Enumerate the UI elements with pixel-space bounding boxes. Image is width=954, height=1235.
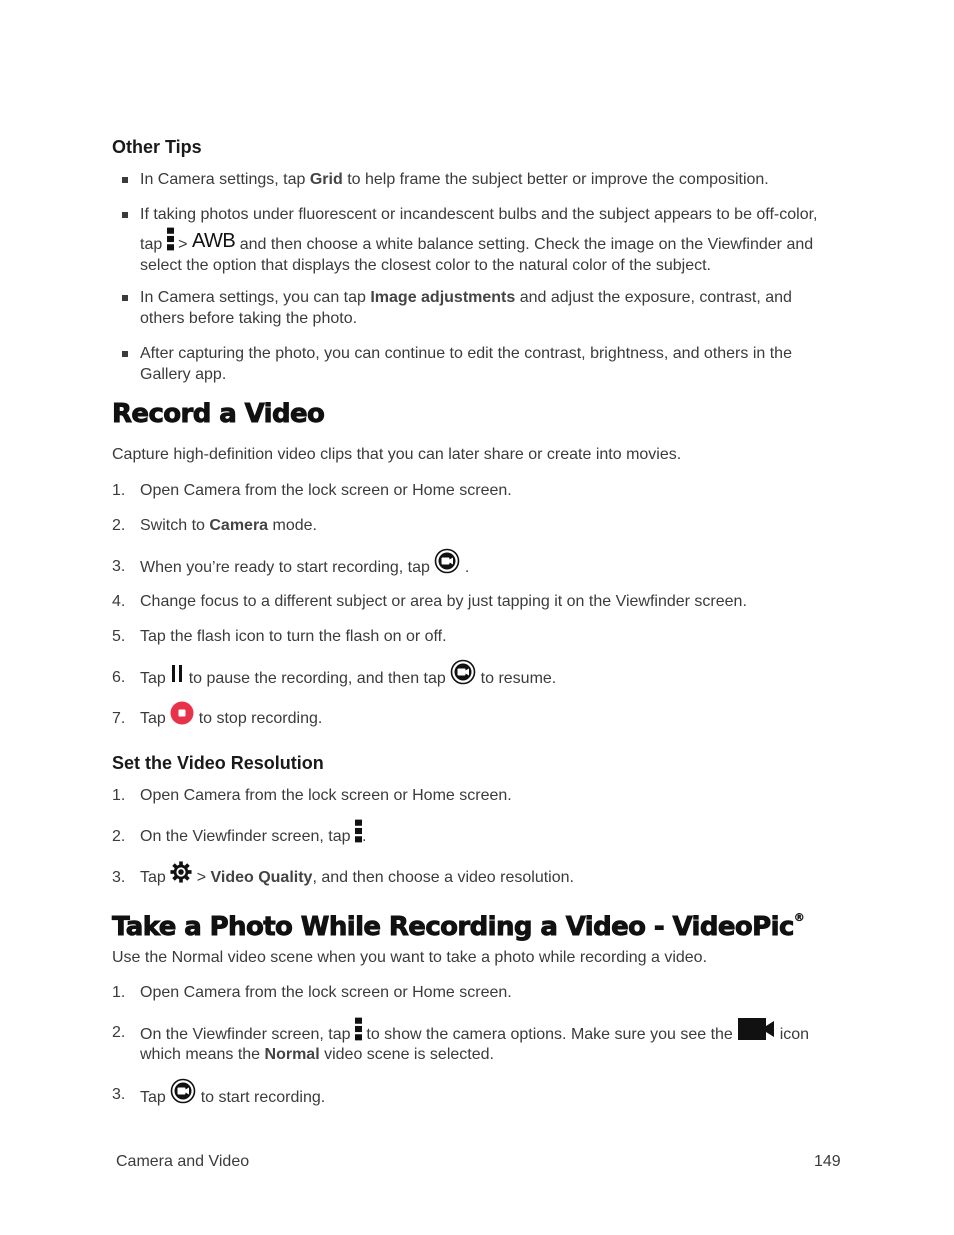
bullet (122, 177, 128, 183)
menu-more-icon (355, 819, 362, 843)
video-resolution-heading: Set the Video Resolution (112, 753, 324, 773)
videopic-intro: Use the Normal video scene when you want to take a photo while recording a video. (112, 949, 708, 966)
record-video-intro: Capture high-definition video clips that you can later share or create into movies. (112, 446, 682, 463)
tip-gallery: After capturing the photo, you can continue to edit the contrast, brightness, and others in the Gallery app. (140, 343, 840, 385)
list-item: 2. On the Viewfinder screen, tap . (140, 826, 840, 847)
list-item: 4. Change focus to a different subject or area by just tapping it on the Viewfinder screen. (112, 593, 747, 610)
tip-grid: In Camera settings, tap Grid to help frame the subject better or improve the composition. (140, 169, 840, 190)
list-item: 2. Switch to Camera mode. (112, 517, 317, 534)
tip-image-adjustments: In Camera settings, you can tap Image adjustments and adjust the exposure, contrast, and others before taking the photo. (140, 287, 840, 329)
videopic-heading: Take a Photo While Recording a Video - VideoPic® (112, 911, 805, 942)
registered-mark: ® (793, 911, 805, 924)
list-item: 1. Open Camera from the lock screen or Home screen. (112, 482, 512, 499)
bullet (122, 351, 128, 357)
video-camera-icon (737, 1018, 775, 1040)
pause-icon (170, 664, 184, 684)
list-item: 3. Tap > Video Quality, and then choose a video resolution. (140, 867, 840, 888)
stop-icon (170, 701, 194, 725)
list-item: 1. Open Camera from the lock screen or Home screen. (112, 984, 512, 1001)
image-adjustments-label: Image adjustments (370, 289, 516, 306)
menu-more-icon (167, 227, 174, 251)
footer-section-title: Camera and Video (116, 1153, 250, 1170)
list-item: 3. When you’re ready to start recording, tap . (140, 556, 840, 578)
list-item: 1. Open Camera from the lock screen or Home screen. (112, 787, 512, 804)
footer-page-number: 149 (814, 1153, 841, 1170)
other-tips-heading: Other Tips (112, 137, 202, 157)
list-item: 5. Tap the flash icon to turn the flash on or off. (112, 628, 447, 645)
bullet (122, 212, 128, 218)
gear-icon (170, 861, 192, 883)
record-video-heading: Record a Video (112, 399, 325, 429)
record-video-icon (434, 548, 460, 574)
list-item: 6. Tap to pause the recording, and then tap to resume. (140, 667, 840, 689)
tip-white-balance: If taking photos under fluorescent or incandescent bulbs and the subject appears to be off-color, tap > AWB and then choose a white balance setting. Check the image on the Viewfinder and select the option that displays the closest color to the natural color of the subject. (140, 204, 840, 276)
record-video-icon (170, 1078, 196, 1104)
awb-icon: AWB (191, 230, 236, 252)
menu-more-icon (355, 1017, 362, 1041)
list-item: 2. On the Viewfinder screen, tap to show the camera options. Make sure you see the icon which means the Normal video scene is selected. (140, 1024, 840, 1065)
list-item: 7. Tap to stop recording. (140, 708, 840, 729)
bullet (122, 295, 128, 301)
record-video-icon (450, 659, 476, 685)
list-item: 3. Tap to start recording. (140, 1086, 840, 1108)
grid-label: Grid (309, 171, 343, 188)
